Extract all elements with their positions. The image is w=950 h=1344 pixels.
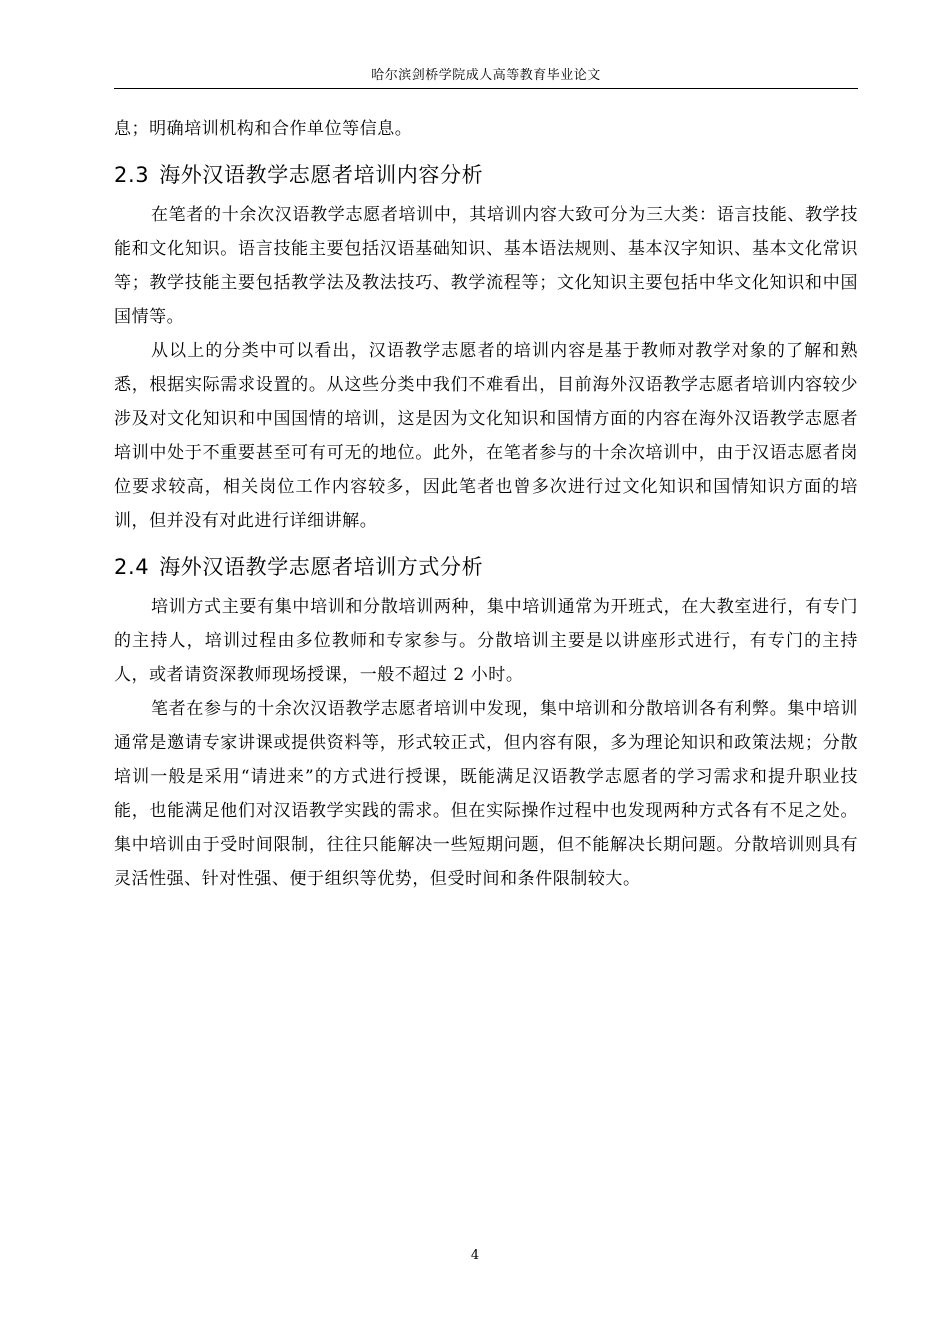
body-paragraph: 笔者在参与的十余次汉语教学志愿者培训中发现，集中培训和分散培训各有利弊。集中培训通常是邀请专家讲课或提供资料等，形式较正式，但内容有限，多为理论知识和政策法规；分散培训一般是采用“请进来”的方式进行授课，既能满足汉语教学志愿者的学习需求和提升职业技能，也能满足他们对汉语教学实践的需求。但在实际操作过程中也发现两种方式各有不足之处。集中培训由于受时间限制，往往只能解决一些短期问题，但不能解决长期问题。分散培训则具有灵活性强、针对性强、便于组织等优势，但受时间和条件限制较大。 <box>114 699 858 889</box>
body-paragraph: 从以上的分类中可以看出，汉语教学志愿者的培训内容是基于教师对教学对象的了解和熟悉，根据实际需求设置的。从这些分类中我们不难看出，目前海外汉语教学志愿者培训内容较少涉及对文化知识和中国国情的培训，这是因为文化知识和国情方面的内容在海外汉语教学志愿者培训中处于不重要甚至可有可无的地位。此外，在笔者参与的十余次培训中，由于汉语志愿者岗位要求较高，相关岗位工作内容较多，因此笔者也曾多次进行过文化知识和国情知识方面的培训，但并没有对此进行详细讲解。 <box>114 341 858 531</box>
section-number: 2.4 <box>114 555 150 579</box>
page-number: 4 <box>470 1248 480 1263</box>
running-header: 哈尔滨剑桥学院成人高等教育毕业论文 <box>371 68 601 83</box>
section-title: 海外汉语教学志愿者培训内容分析 <box>159 163 484 187</box>
main-content <box>114 112 858 896</box>
section-heading-2-3 <box>114 158 858 192</box>
section-title: 海外汉语教学志愿者培训方式分析 <box>159 555 484 579</box>
body-paragraph: 培训方式主要有集中培训和分散培训两种，集中培训通常为开班式，在大教室进行，有专门的主持人，培训过程由多位教师和专家参与。分散培训主要是以讲座形式进行，有专门的主持人，或者请资深教师现场授课，一般不超过 2 小时。 <box>114 597 858 685</box>
body-paragraph: 在笔者的十余次汉语教学志愿者培训中，其培训内容大致可分为三大类：语言技能、教学技能和文化知识。语言技能主要包括汉语基础知识、基本语法规则、基本汉字知识、基本文化常识等；教学技能主要包括教学法及教法技巧、教学流程等；文化知识主要包括中华文化知识和中国国情等。 <box>114 205 858 327</box>
lead-paragraph: 息；明确培训机构和合作单位等信息。 <box>114 119 413 139</box>
header-rule <box>114 88 858 89</box>
section-number: 2.3 <box>114 163 150 187</box>
section-heading-2-4 <box>114 550 858 584</box>
